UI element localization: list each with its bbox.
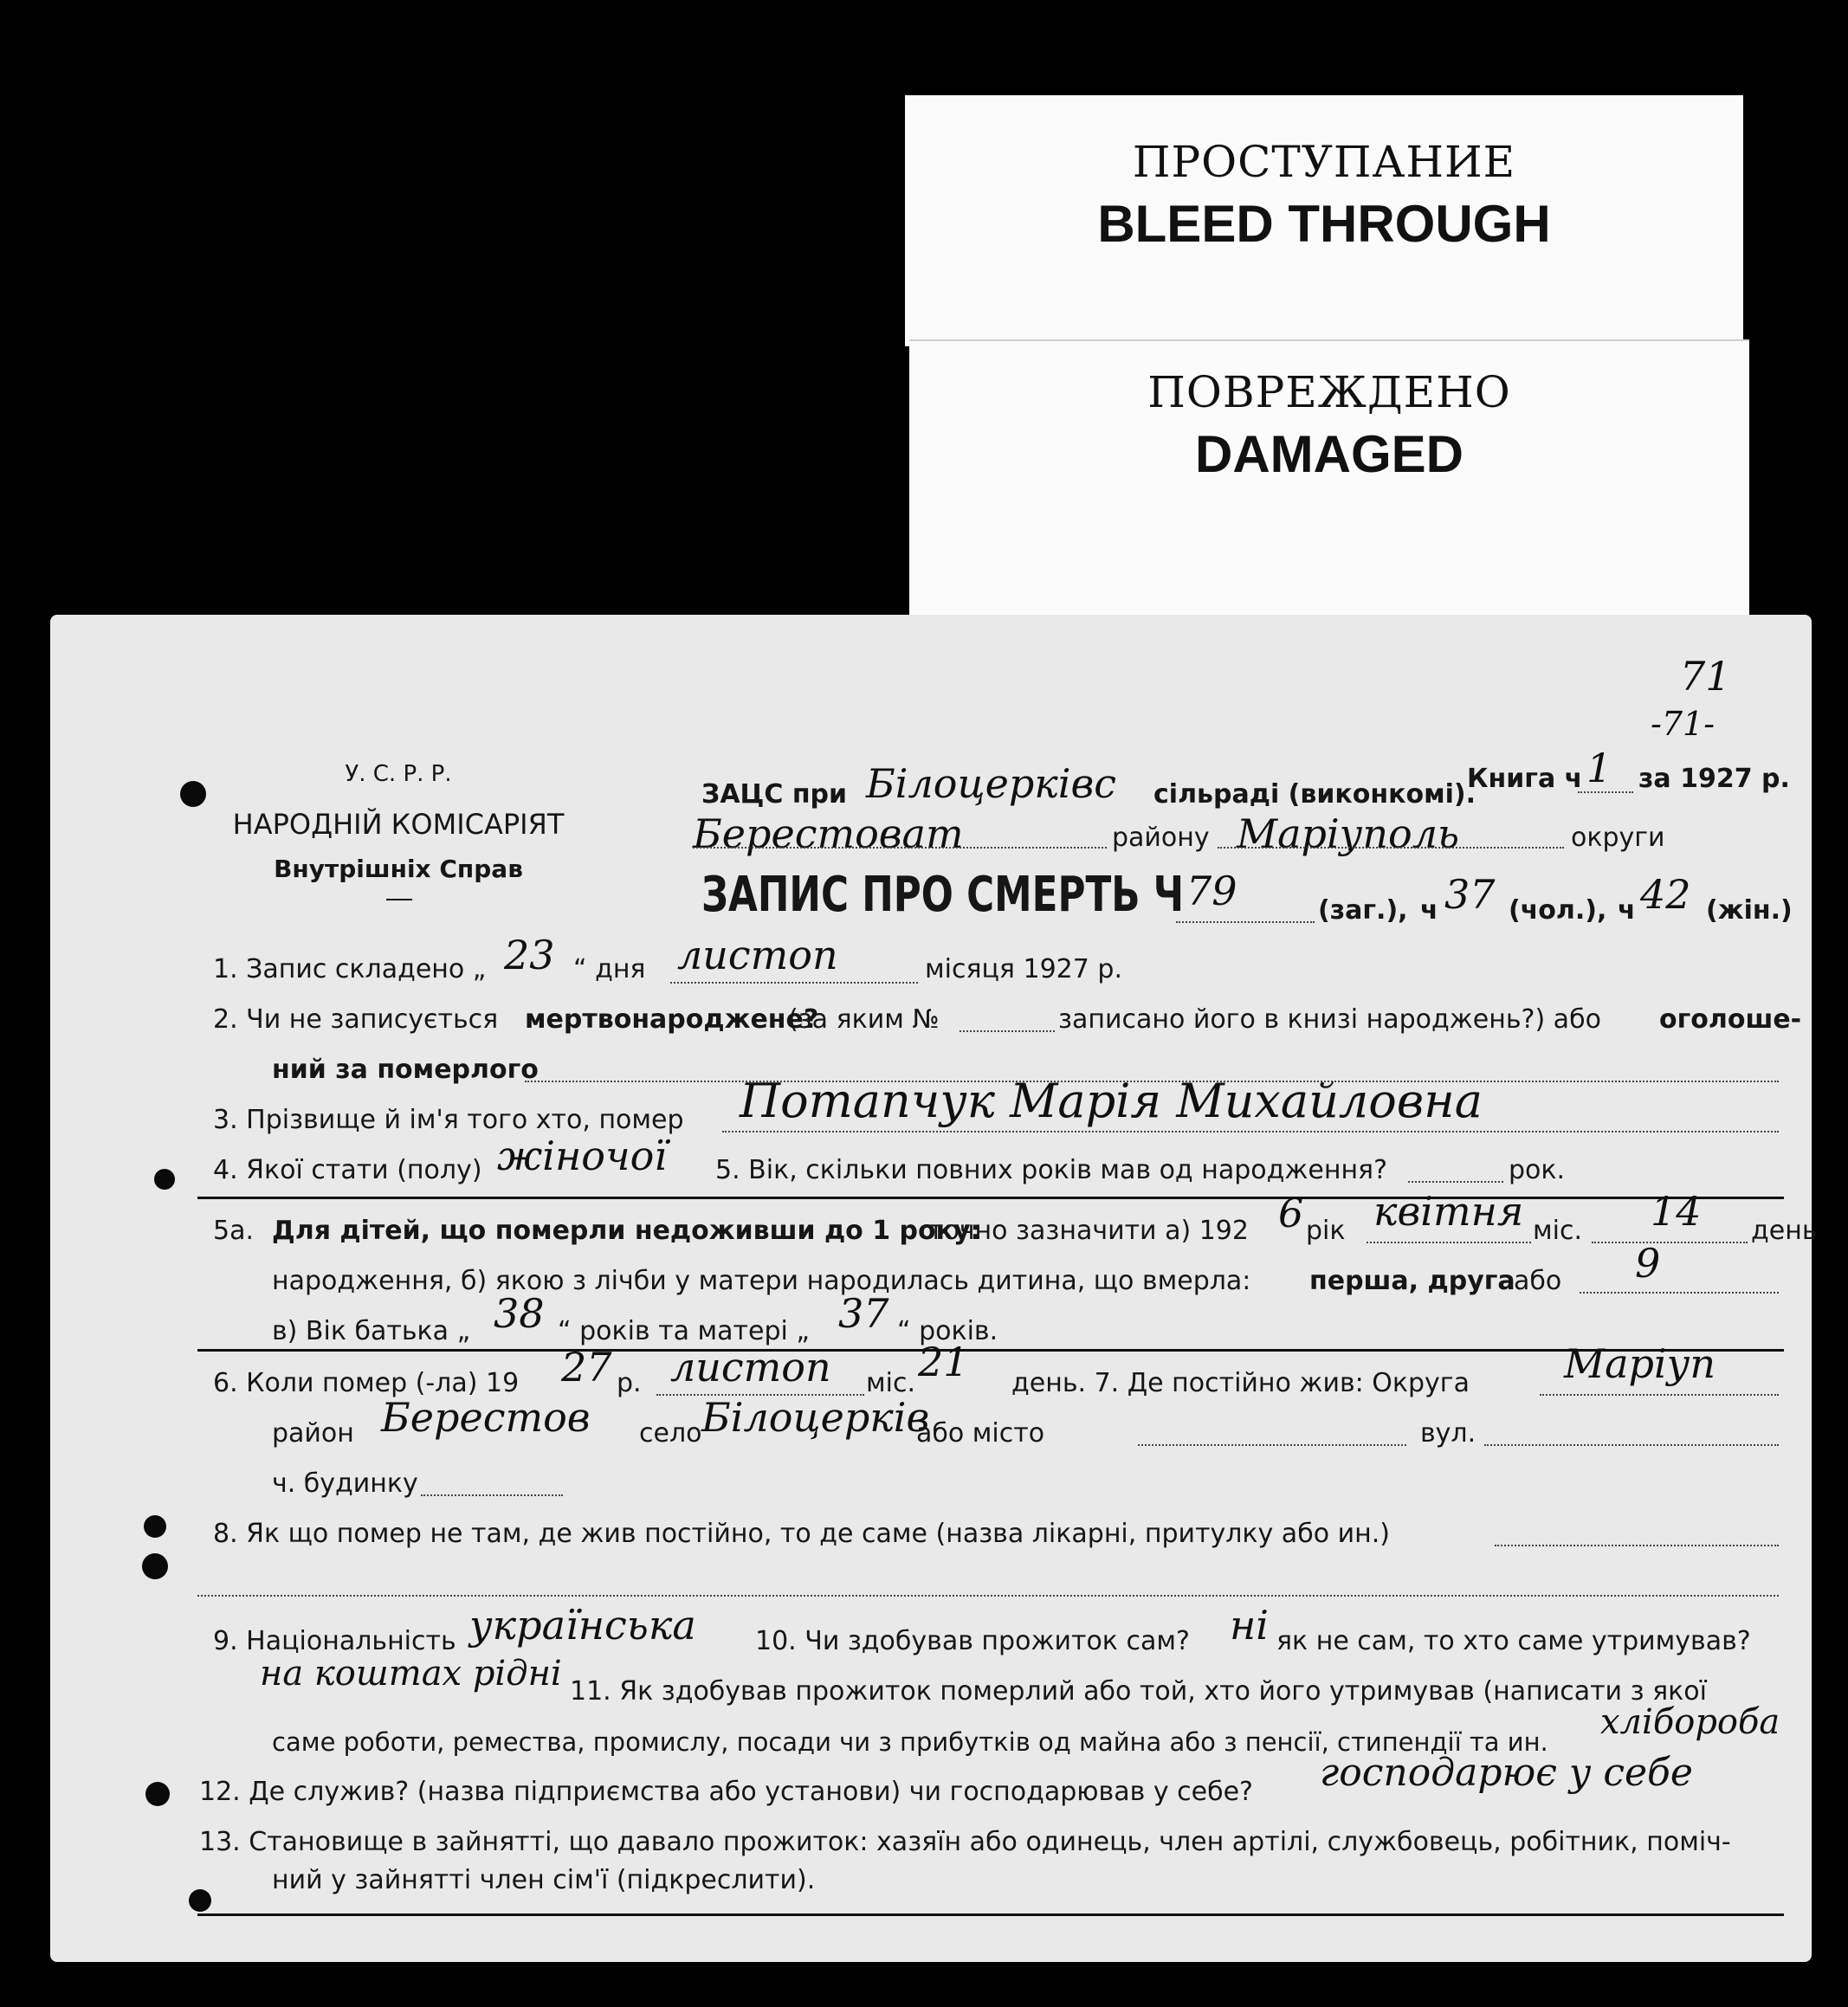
age-unit-label: рок. xyxy=(1509,1155,1566,1185)
birth-year-label: рік xyxy=(1306,1216,1346,1246)
line2-label: 2. Чи не записується xyxy=(213,1004,499,1035)
silrada-handwritten: Білоцерківс xyxy=(866,760,1116,807)
okruga-line xyxy=(1218,847,1564,849)
year-label: за 1927 р. xyxy=(1638,764,1790,794)
line5-age-label: 5. Вік, скільки повних років мав од народження? xyxy=(715,1155,1388,1185)
father-age-handwritten: 38 xyxy=(494,1290,545,1337)
punch-hole xyxy=(189,1889,211,1912)
mother-age-label: “ років та матері „ xyxy=(558,1316,810,1346)
mother-age-handwritten: 37 xyxy=(838,1290,889,1337)
header-dash xyxy=(386,899,412,900)
line3-label: 3. Прізвище й ім'я того хто, помер xyxy=(213,1105,684,1135)
sex-handwritten: жіночої xyxy=(497,1133,668,1179)
birth-order-handwritten: 9 xyxy=(1635,1240,1661,1287)
line5a-number: 5а. xyxy=(213,1216,255,1246)
birth-book-number-line xyxy=(960,1030,1055,1032)
line13-label: 13. Становище в зайнятті, що давало прожиток: хазяїн або одинець, член артілі, службовець, робітник, поміч- xyxy=(199,1827,1731,1857)
record-male-number: 37 xyxy=(1444,871,1496,918)
death-year-handwritten: 27 xyxy=(561,1344,612,1391)
record-month-line xyxy=(670,982,918,984)
book-number-handwritten: 1 xyxy=(1586,745,1612,791)
punch-hole xyxy=(144,1515,166,1538)
line1-day-label: “ дня xyxy=(573,954,646,984)
birth-day-handwritten: 14 xyxy=(1651,1188,1702,1235)
section-divider xyxy=(197,1197,1784,1199)
birth-month-label: міс. xyxy=(1533,1216,1582,1246)
record-female-number: 42 xyxy=(1640,871,1691,918)
bleed-through-label-card xyxy=(905,95,1743,346)
bleed-through-ru-text: ПРОСТУПАНИЕ xyxy=(1132,137,1516,187)
own-living-handwritten: ні xyxy=(1230,1602,1270,1649)
okruga-label: округи xyxy=(1571,823,1665,853)
ch-male-label: ч xyxy=(1420,895,1438,926)
line11-label-cont: саме роботи, ремества, промислу, посади чи з прибутків од майна або з пенсії, стипендії та ин. xyxy=(272,1727,1548,1757)
zags-pri-label: ЗАЦС при xyxy=(701,779,848,810)
death-month-handwritten: листоп xyxy=(670,1344,831,1391)
raion-label: району xyxy=(1112,823,1210,853)
line13-label-cont: ний у зайнятті член сім'ї (підкреслити). xyxy=(272,1865,816,1895)
line4-label: 4. Якої стати (полу) xyxy=(213,1155,482,1185)
archive-page-number: 71 xyxy=(1680,653,1731,700)
archive-page-number-2: -71- xyxy=(1651,705,1716,743)
ch-female-label: ч xyxy=(1618,895,1636,926)
line2-number-label: (за яким № xyxy=(788,1004,940,1035)
line10-label: 10. Чи здобував прожиток сам? xyxy=(755,1626,1190,1656)
age-line xyxy=(1408,1181,1503,1183)
infants-exact-label: точно зазначити а) 192 xyxy=(928,1216,1249,1246)
chol-label: (чол.), xyxy=(1509,895,1607,926)
stillborn-label: мертвонароджене? xyxy=(525,1004,819,1035)
residence-village-label: село xyxy=(639,1418,702,1449)
record-month-handwritten: листоп xyxy=(677,932,838,978)
birth-order-line xyxy=(1580,1292,1779,1294)
commissariat-heading: НАРОДНІЙ КОМІСАРІЯТ xyxy=(232,808,565,841)
residence-city-label: або місто xyxy=(916,1418,1045,1449)
zhin-label: (жін.) xyxy=(1706,895,1793,926)
record-title: ЗАПИС ПРО СМЕРТЬ Ч xyxy=(701,867,1185,923)
residence-city-line xyxy=(1138,1444,1406,1446)
damaged-ru-text: ПОВРЕЖДЕНО xyxy=(1147,367,1511,417)
residence-street-line xyxy=(1484,1444,1779,1446)
residence-street-label: вул. xyxy=(1420,1418,1476,1449)
birth-day-line xyxy=(1592,1242,1748,1243)
punch-hole xyxy=(142,1553,168,1579)
kniga-label: Книга ч xyxy=(1467,764,1583,794)
zag-label: (заг.), xyxy=(1318,895,1408,926)
ussr-heading: У. С. Р. Р. xyxy=(345,761,452,787)
declared-label-cont: ний за померлого xyxy=(272,1055,539,1085)
punch-hole xyxy=(180,781,206,807)
bleed-through-en-text: BLEED THROUGH xyxy=(1097,195,1551,253)
death-year-label: р. xyxy=(617,1368,642,1398)
nationality-handwritten: українська xyxy=(469,1602,696,1649)
damaged-label-card xyxy=(909,339,1749,616)
death-record-form xyxy=(50,615,1818,1962)
first-second-label: перша, друга xyxy=(1309,1266,1515,1296)
damaged-en-text: DAMAGED xyxy=(1195,425,1464,483)
record-day-handwritten: 23 xyxy=(504,932,555,978)
death-day-handwritten: 21 xyxy=(918,1339,969,1385)
years-label: “ років. xyxy=(897,1316,998,1346)
record-total-number: 79 xyxy=(1186,868,1237,914)
raion-handwritten: Берестоват xyxy=(693,810,964,857)
house-number-line xyxy=(421,1494,563,1496)
death-place-line xyxy=(1495,1545,1779,1546)
book-number-line xyxy=(1578,791,1633,793)
line11-label: 11. Як здобував прожиток померлий або той, хто його утримував (написати з якої xyxy=(570,1676,1707,1707)
occupation-handwritten: хлібороба xyxy=(1600,1702,1780,1742)
line1-label: 1. Запис складено „ xyxy=(213,954,487,984)
residence-raion-label: район xyxy=(272,1418,354,1449)
parents-age-label: в) Вік батька „ xyxy=(272,1316,471,1346)
house-number-label: ч. будинку xyxy=(272,1468,418,1499)
birth-order-label: народження, б) якою з лічби у матери народилась дитина, що вмерла: xyxy=(272,1266,1251,1296)
residence-label: день. 7. Де постійно жив: Округа xyxy=(1011,1368,1470,1398)
line12-label: 12. Де служив? (назва підприємства або установи) чи господарював у себе? xyxy=(199,1777,1253,1807)
birth-day-label: день xyxy=(1751,1216,1818,1246)
line8-label: 8. Як що помер не там, де жив постійно, то де саме (назва лікарні, притулку або ин.) xyxy=(213,1519,1390,1549)
section-divider xyxy=(197,1349,1784,1352)
residence-village-handwritten: Білоцерків xyxy=(701,1394,930,1441)
line6-label: 6. Коли помер (-ла) 19 xyxy=(213,1368,520,1398)
deceased-name-handwritten: Потапчук Марія Михайловна xyxy=(740,1074,1483,1128)
served-at-handwritten: господарює у себе xyxy=(1320,1751,1693,1795)
or-label: або xyxy=(1514,1266,1562,1296)
punch-hole xyxy=(145,1782,170,1806)
silradi-label: сільраді (виконкомі). xyxy=(1153,779,1476,810)
birth-month-handwritten: квітня xyxy=(1373,1188,1524,1235)
deceased-name-line xyxy=(722,1131,1779,1133)
okruga-handwritten: Маріуполь xyxy=(1237,810,1460,857)
residence-okruga-line xyxy=(1540,1394,1779,1396)
punch-hole xyxy=(154,1169,175,1190)
bottom-divider xyxy=(197,1913,1784,1916)
supported-by-handwritten: на коштах рідні xyxy=(260,1654,562,1694)
infants-label: Для дітей, що померли недоживши до 1 року: xyxy=(272,1216,981,1246)
declared-label: оголоше- xyxy=(1659,1004,1802,1035)
internal-affairs-heading: Внутрішніх Справ xyxy=(274,855,523,883)
line1-month-label: місяця 1927 р. xyxy=(925,954,1122,984)
residence-okruga-handwritten: Маріуп xyxy=(1564,1340,1716,1387)
record-total-line xyxy=(1176,921,1315,923)
death-month-label: міс. xyxy=(866,1368,915,1398)
line10-who-label: як не сам, то хто саме утримував? xyxy=(1276,1626,1751,1656)
birth-year-digit-handwritten: 6 xyxy=(1278,1190,1304,1236)
residence-raion-handwritten: Берестов xyxy=(381,1394,591,1441)
birth-month-line xyxy=(1367,1242,1531,1243)
line9-label: 9. Національність xyxy=(213,1626,456,1656)
death-place-line-2 xyxy=(197,1595,1779,1597)
line2-recorded-label: записано його в книзі народжень?) або xyxy=(1058,1004,1601,1035)
raion-line xyxy=(693,847,1107,849)
